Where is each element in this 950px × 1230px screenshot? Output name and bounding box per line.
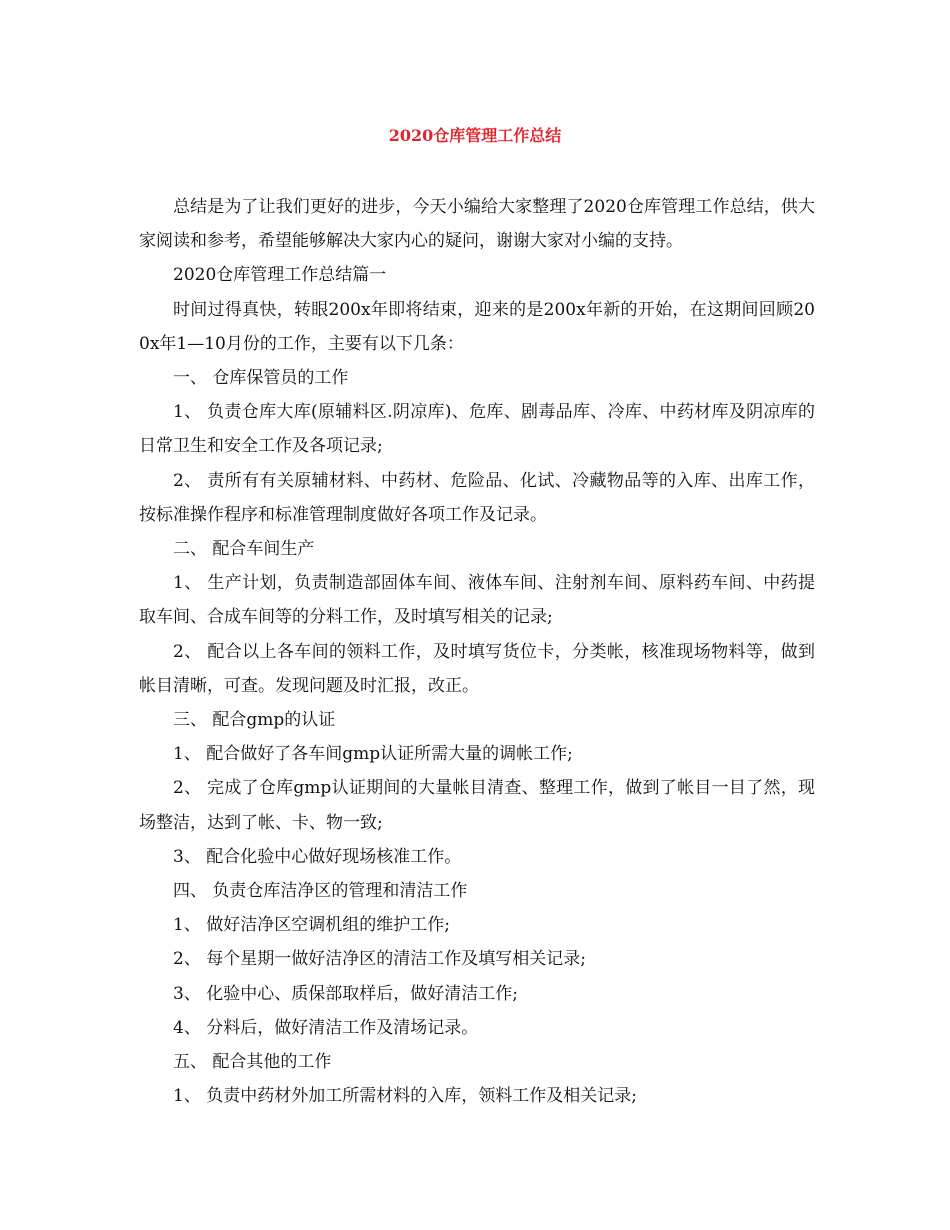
section-heading-4: 四、 负责仓库洁净区的管理和清洁工作 <box>173 881 468 902</box>
section-heading-part-one: 2020仓库管理工作总结篇一 <box>173 265 387 286</box>
paragraph-overview: 时间过得真快，转眼200x年即将结束，迎来的是200x年新的开始，在这期间回顾200x年1—10月份的工作，主要有以下几条： <box>139 299 815 354</box>
list-item: 3、 化验中心、质保部取样后，做好清洁工作; <box>173 983 518 1004</box>
list-item: 3、 配合化验中心做好现场核准工作。 <box>173 846 462 867</box>
list-item: 4、 分料后，做好清洁工作及清场记录。 <box>173 1017 479 1038</box>
list-item: 2、 完成了仓库gmp认证期间的大量帐目清查、整理工作，做到了帐目一目了然，现场整洁，达到了帐、卡、物一致; <box>139 778 815 833</box>
list-item: 1、 做好洁净区空调机组的维护工作; <box>173 915 450 936</box>
list-item: 2、 每个星期一做好洁净区的清洁工作及填写相关记录; <box>173 949 586 970</box>
document-body <box>139 190 815 1113</box>
section-heading-1: 一、 仓库保管员的工作 <box>173 368 349 389</box>
list-item: 2、 配合以上各车间的领料工作，及时填写货位卡，分类帐，核准现场物料等，做到帐目清晰，可查。发现问题及时汇报，改正。 <box>139 641 815 696</box>
list-item: 1、 负责仓库大库(原辅料区.阴凉库)、危库、剧毒品库、冷库、中药材库及阴凉库的日常卫生和安全工作及各项记录; <box>139 402 815 457</box>
section-heading-5: 五、 配合其他的工作 <box>173 1052 332 1073</box>
section-heading-2: 二、 配合车间生产 <box>173 539 315 560</box>
paragraph-intro: 总结是为了让我们更好的进步，今天小编给大家整理了2020仓库管理工作总结，供大家阅读和参考，希望能够解决大家内心的疑问，谢谢大家对小编的支持。 <box>139 197 815 252</box>
list-item: 2、 责所有有关原辅材料、中药材、危险品、化试、冷藏物品等的入库、出库工作，按标准操作程序和标准管理制度做好各项工作及记录。 <box>139 470 815 525</box>
section-heading-3: 三、 配合gmp的认证 <box>173 710 336 731</box>
list-item: 1、 配合做好了各车间gmp认证所需大量的调帐工作; <box>173 744 573 765</box>
list-item: 1、 生产计划，负责制造部固体车间、液体车间、注射剂车间、原料药车间、中药提取车间、合成车间等的分料工作，及时填写相关的记录; <box>139 573 815 628</box>
document-title: 2020仓库管理工作总结 <box>388 126 562 145</box>
list-item: 1、 负责中药材外加工所需材料的入库，领料工作及相关记录; <box>173 1086 637 1107</box>
